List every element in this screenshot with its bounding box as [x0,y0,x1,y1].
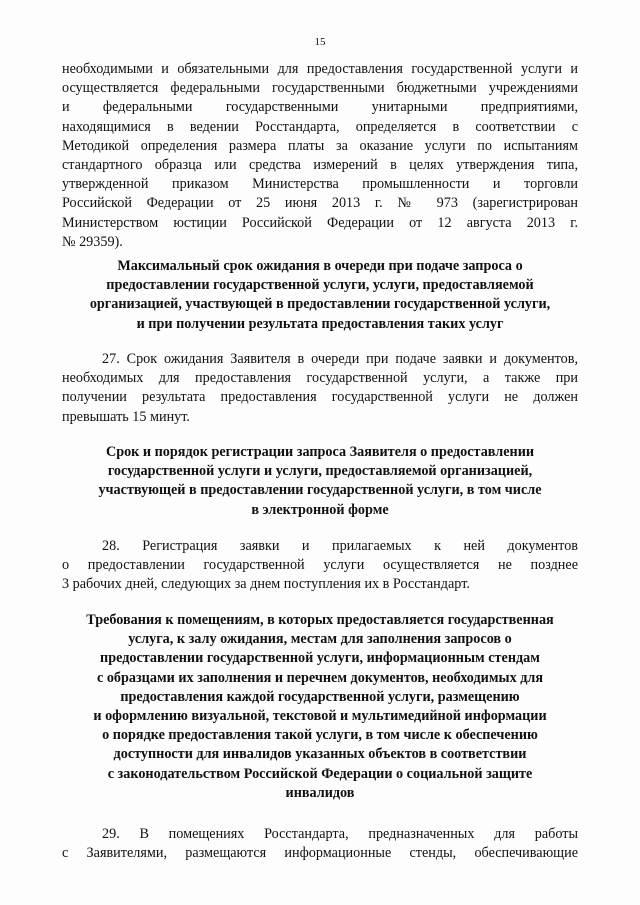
text-line: Российской Федерации от 25 июня 2013 г. № 973 (зарегистрирован [62,195,578,212]
text-line: необходимых для предоставления государственной услуги, а также при [62,370,578,387]
heading-line: организацией, участвующей в предоставлении государственной услуги, [89,296,551,313]
paragraph-27 [62,350,578,427]
heading-line: с образцами их заполнения и перечнем документов, необходимых для [96,669,544,686]
heading-line: Максимальный срок ожидания в очереди при подаче запроса о [117,258,523,274]
text-line: стандартного образца или средства измерений в целях утверждения типа, [62,157,578,174]
section-heading-premises [62,611,578,803]
text-line: осуществляется федеральными государственными бюджетными учреждениями [62,80,578,97]
heading-line: услуга, к залу ожидания, местам для заполнения запросов о [128,631,512,648]
text-line: № 29359). [62,233,123,250]
section-heading-wait-time [62,257,578,334]
heading-line: инвалидов [285,784,355,801]
page-number: 15 [314,36,326,48]
text-line: с Заявителями, размещаются информационные стенды, обеспечивающие [62,845,578,862]
text-line: о предоставлении государственной услуги осуществляется не позднее [62,557,578,574]
heading-line: доступности для инвалидов указанных объектов в соответствии [113,746,527,763]
section-heading-registration [62,443,578,520]
text-line: 27. Срок ожидания Заявителя в очереди при подаче заявки и документов, [102,351,578,367]
heading-line: предоставлении государственной услуги, услуги, предоставляемой [106,277,534,294]
text-line: утвержденной приказом Министерства промышленности и торговли [62,176,578,193]
heading-line: Требования к помещениям, в которых предоставляется государственная [86,612,554,628]
text-line: необходимыми и обязательными для предоставления государственной услуги и [62,61,578,77]
heading-line: о порядке предоставления такой услуги, в том числе к обеспечению [102,727,538,744]
heading-line: в электронной форме [251,501,389,518]
heading-line: государственной услуги и услуги, предоставляемой организацией, [107,463,533,480]
paragraph-29 [62,825,578,863]
text-line: 3 рабочих дней, следующих за днем поступления их в Росстандарт. [62,576,470,593]
text-line: 29. В помещениях Росстандарта, предназначенных для работы [102,826,578,842]
text-line: находящимися в ведении Росстандарта, определяется в соответствии с [62,118,578,135]
heading-line: предоставления каждой государственной услуги, размещению [120,688,520,705]
paragraph-28 [62,537,578,595]
heading-line: и при получении результата предоставления таких услуг [136,315,504,332]
heading-line: и оформлению визуальной, текстовой и мультимедийной информации [93,708,547,725]
paragraph-intro [62,60,578,252]
heading-line: с законодательством Российской Федерации о социальной защите [107,765,533,782]
heading-line: предоставлении государственной услуги, информационным стендам [100,650,540,667]
text-line: Методикой определения размера платы за оказание услуги по испытаниям [62,137,578,154]
text-line: превышать 15 минут. [62,408,190,425]
text-line: Министерством юстиции Российской Федерации от 12 августа 2013 г. [62,214,578,231]
text-line: и федеральными государственными унитарными предприятиями, [62,99,578,116]
text-line: 28. Регистрация заявки и прилагаемых к ней документов [102,538,578,554]
heading-line: участвующей в предоставлении государственной услуги, в том числе [98,482,542,499]
heading-line: Срок и порядок регистрации запроса Заявителя о предоставлении [105,444,535,460]
text-line: получении результата предоставления государственной услуги не должен [62,389,578,406]
